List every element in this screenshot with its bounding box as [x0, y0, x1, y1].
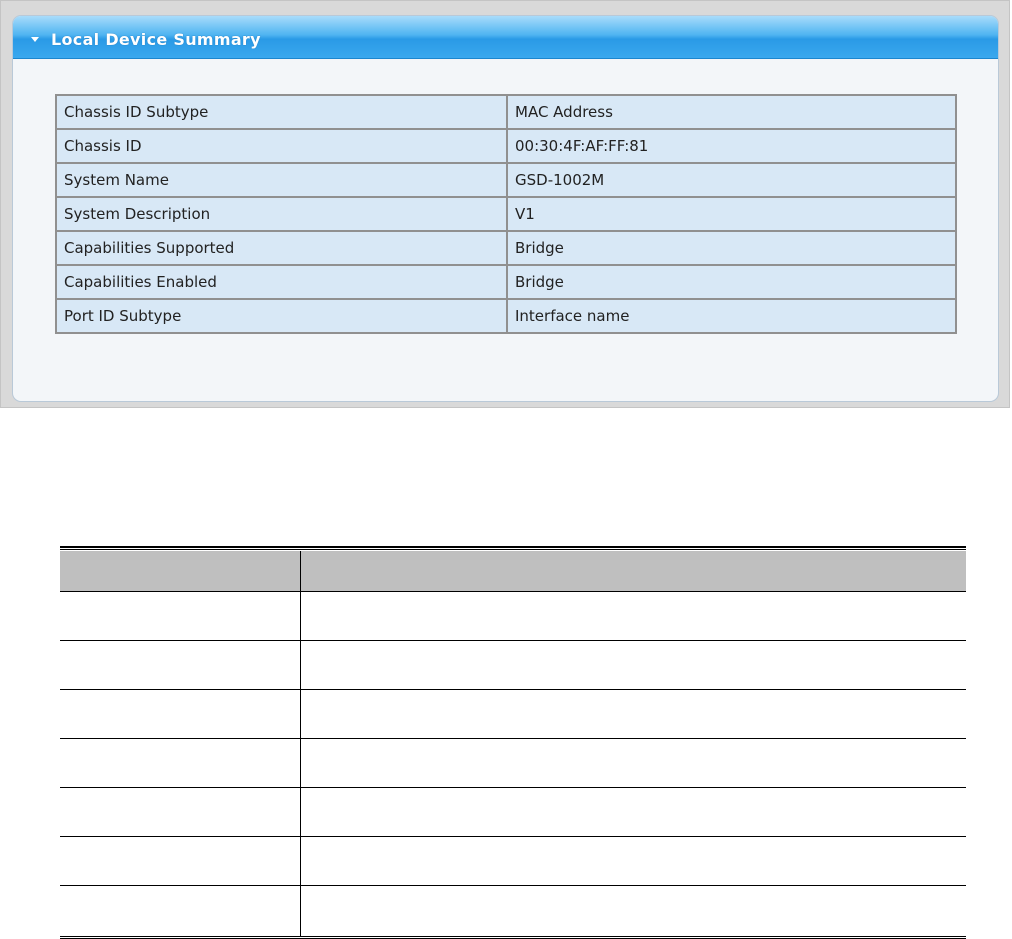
object-cell: [60, 739, 301, 787]
description-cell: [301, 739, 966, 787]
object-cell: [60, 690, 301, 738]
row-value: V1: [507, 197, 956, 231]
description-cell: [301, 886, 966, 936]
local-device-summary-table: [55, 94, 957, 334]
row-value: Bridge: [507, 231, 956, 265]
description-row: [60, 788, 966, 837]
description-cell: [301, 690, 966, 738]
row-label: Port ID Subtype: [56, 299, 507, 333]
description-cell: [301, 837, 966, 885]
description-row: [60, 837, 966, 886]
row-value: GSD-1002M: [507, 163, 956, 197]
description-row: [60, 690, 966, 739]
table-row: [56, 95, 956, 129]
table-row: [56, 163, 956, 197]
object-cell: [60, 641, 301, 689]
description-cell: [301, 592, 966, 640]
table-row: [56, 231, 956, 265]
row-label: System Name: [56, 163, 507, 197]
row-value: Interface name: [507, 299, 956, 333]
description-row: [60, 739, 966, 788]
table-row: [56, 299, 956, 333]
table-row: [56, 265, 956, 299]
table-row: [56, 129, 956, 163]
row-label: Capabilities Enabled: [56, 265, 507, 299]
panel-body: [13, 59, 998, 334]
caret-down-icon[interactable]: [31, 37, 39, 42]
row-value: Bridge: [507, 265, 956, 299]
description-cell: [301, 788, 966, 836]
row-label: System Description: [56, 197, 507, 231]
row-label: Chassis ID Subtype: [56, 95, 507, 129]
table-row: [56, 197, 956, 231]
local-device-summary-panel: [12, 15, 999, 402]
row-label: Chassis ID: [56, 129, 507, 163]
object-cell: [60, 592, 301, 640]
description-row: [60, 886, 966, 939]
row-value: 00:30:4F:AF:FF:81: [507, 129, 956, 163]
header-cell-description: [301, 551, 966, 591]
description-table-header: [60, 551, 966, 592]
header-cell-object: [60, 551, 301, 591]
description-row: [60, 641, 966, 690]
row-value: MAC Address: [507, 95, 956, 129]
panel-title: Local Device Summary: [51, 30, 261, 49]
object-cell: [60, 788, 301, 836]
description-cell: [301, 641, 966, 689]
row-label: Capabilities Supported: [56, 231, 507, 265]
description-row: [60, 592, 966, 641]
object-cell: [60, 837, 301, 885]
object-cell: [60, 886, 301, 936]
panel-header[interactable]: [13, 16, 998, 59]
description-table: [60, 546, 966, 939]
screenshot-frame: [0, 0, 1010, 408]
